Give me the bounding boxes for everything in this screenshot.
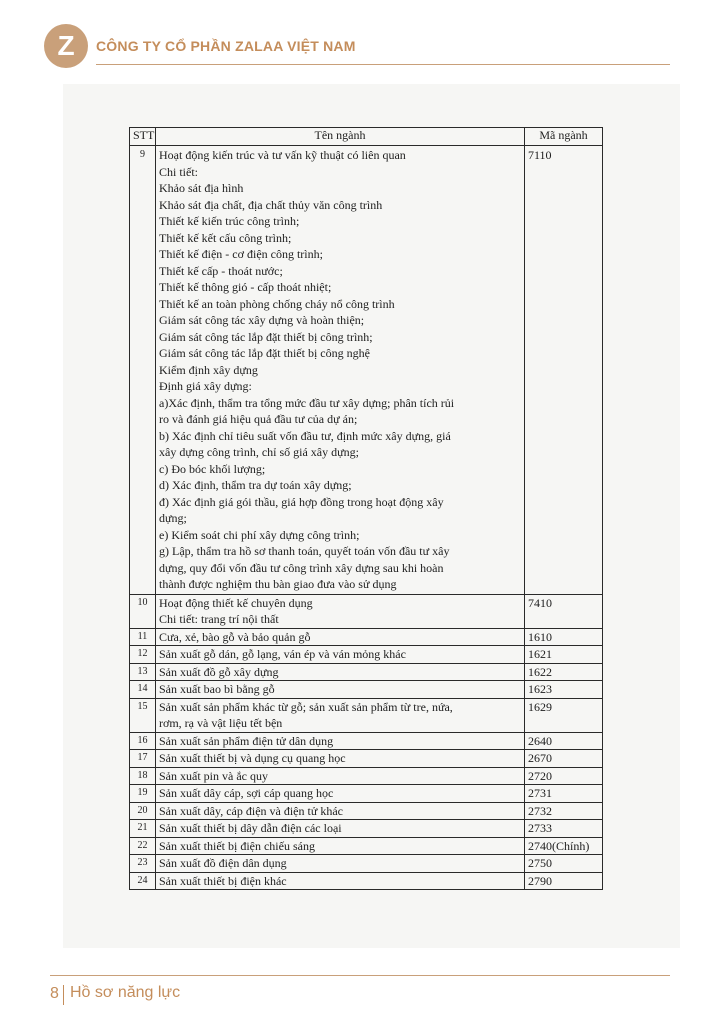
row-name-line: rơm, rạ và vật liệu tết bện [159, 716, 283, 730]
row-stt: 23 [130, 855, 156, 873]
row-name-line: Chi tiết: [159, 164, 198, 179]
row-name-line: Sản xuất sản phẩm khác từ gỗ; sản xuất sản phẩm từ tre, nứa, [159, 699, 453, 714]
row-name [156, 146, 525, 595]
row-stt: 13 [130, 663, 156, 681]
row-code: 2740(Chính) [525, 837, 603, 855]
row-name-line: Hoạt động kiến trúc và tư vấn kỹ thuật có liên quan [159, 148, 406, 162]
row-name-line: c) Đo bóc khối lượng; [159, 461, 266, 476]
row-code: 1622 [525, 663, 603, 681]
page-header [44, 24, 670, 70]
row-name-line: b) Xác định chỉ tiêu suất vốn đầu tư, định mức xây dựng, giá [159, 428, 451, 443]
row-name-line: Giám sát công tác xây dựng và hoàn thiện; [159, 313, 365, 327]
row-code: 2640 [525, 732, 603, 750]
row-name-line: Sản xuất thiết bị điện chiếu sáng [159, 838, 315, 853]
row-name [156, 750, 525, 768]
row-name-line: Chi tiết: trang trí nội thất [159, 612, 279, 626]
row-name [156, 628, 525, 646]
table-body [130, 146, 603, 890]
row-name-line: Cưa, xẻ, bào gỗ và bảo quản gỗ [159, 629, 311, 644]
scanned-document [63, 84, 680, 948]
row-name-line: Sản xuất thiết bị điện khác [159, 873, 287, 888]
row-name-line: Khảo sát địa hình [159, 181, 244, 195]
row-stt: 14 [130, 681, 156, 699]
row-name-line: Sản xuất bao bì bằng gỗ [159, 682, 275, 696]
company-name: CÔNG TY CỔ PHẦN ZALAA VIỆT NAM [96, 38, 356, 54]
row-name [156, 698, 525, 732]
row-name-line: Sản xuất đồ điện dân dụng [159, 856, 287, 870]
row-stt: 17 [130, 750, 156, 768]
row-name-line: Thiết kế kết cấu công trình; [159, 230, 292, 245]
row-name-line: Sản xuất pin và ắc quy [159, 768, 268, 783]
row-name-line: dựng; [159, 511, 187, 525]
row-name [156, 767, 525, 785]
row-name-line: Hoạt động thiết kế chuyên dụng [159, 595, 313, 610]
page-number: 8 [50, 985, 59, 1002]
row-stt: 9 [130, 146, 156, 595]
header-code: Mã ngành [525, 128, 603, 146]
table-header-row [130, 128, 603, 146]
row-name [156, 594, 525, 628]
row-stt: 22 [130, 837, 156, 855]
row-name-line: Định giá xây dựng: [159, 379, 252, 393]
row-code: 2732 [525, 802, 603, 820]
row-name-line: Sản xuất sản phẩm điện tử dân dụng [159, 733, 334, 748]
table-row [130, 663, 603, 681]
row-stt: 10 [130, 594, 156, 628]
row-stt: 15 [130, 698, 156, 732]
table-row [130, 767, 603, 785]
company-logo [44, 24, 88, 68]
table-row [130, 837, 603, 855]
row-name-line: a)Xác định, thẩm tra tổng mức đầu tư xây dựng; phân tích rủi [159, 395, 455, 410]
row-name-line: Sản xuất thiết bị dây dẫn điện các loại [159, 821, 342, 835]
row-name [156, 820, 525, 838]
row-stt: 24 [130, 872, 156, 890]
business-lines-table [129, 127, 603, 890]
footer-separator [63, 985, 64, 1005]
row-name-line: thành được nghiệm thu bàn giao đưa vào sử dụng [159, 577, 397, 591]
row-name-line: Giám sát công tác lắp đặt thiết bị công nghệ [159, 346, 370, 360]
row-name-line: Kiểm định xây dựng [159, 362, 258, 377]
row-code: 2670 [525, 750, 603, 768]
table-row [130, 146, 603, 595]
row-code: 2731 [525, 785, 603, 803]
row-code: 2790 [525, 872, 603, 890]
row-name [156, 663, 525, 681]
row-name-line: Sản xuất dây, cáp điện và điện tử khác [159, 803, 343, 818]
footer-title: Hồ sơ năng lực [70, 984, 181, 1001]
row-stt: 20 [130, 802, 156, 820]
table-row [130, 681, 603, 699]
row-name-line: Thiết kế cấp - thoát nước; [159, 263, 283, 278]
row-name-line: xây dựng công trình, chỉ số giá xây dựng; [159, 445, 359, 459]
row-stt: 21 [130, 820, 156, 838]
row-name [156, 785, 525, 803]
table-row [130, 820, 603, 838]
table-row [130, 628, 603, 646]
row-code: 1621 [525, 646, 603, 664]
row-name [156, 681, 525, 699]
table-row [130, 802, 603, 820]
table-row [130, 855, 603, 873]
row-name-line: g) Lập, thẩm tra hồ sơ thanh toán, quyết toán vốn đầu tư xây [159, 544, 450, 558]
row-code: 2733 [525, 820, 603, 838]
row-stt: 12 [130, 646, 156, 664]
row-name-line: Sản xuất dây cáp, sợi cáp quang học [159, 786, 334, 800]
row-name-line: Thiết kế điện - cơ điện công trình; [159, 247, 323, 261]
row-name [156, 646, 525, 664]
row-name [156, 802, 525, 820]
row-name-line: e) Kiểm soát chi phí xây dựng công trình; [159, 527, 360, 542]
table-row [130, 732, 603, 750]
row-name-line: Khảo sát địa chất, địa chất thủy văn công trình [159, 197, 383, 212]
row-code: 2750 [525, 855, 603, 873]
row-name-line: Thiết kế thông gió - cấp thoát nhiệt; [159, 280, 332, 294]
row-code: 7110 [525, 146, 603, 595]
page-footer [50, 975, 670, 1015]
table-row [130, 594, 603, 628]
row-name [156, 855, 525, 873]
footer-divider [50, 975, 670, 976]
row-code: 2720 [525, 767, 603, 785]
row-stt: 19 [130, 785, 156, 803]
table-row [130, 872, 603, 890]
table-row [130, 750, 603, 768]
header-name: Tên ngành [156, 128, 525, 146]
row-name-line: Giám sát công tác lắp đặt thiết bị công trình; [159, 329, 373, 344]
row-code: 1629 [525, 698, 603, 732]
table-row [130, 646, 603, 664]
row-stt: 16 [130, 732, 156, 750]
row-name-line: Thiết kế an toàn phòng chống cháy nổ công trình [159, 296, 395, 311]
row-name-line: Sản xuất thiết bị và dụng cụ quang học [159, 751, 346, 765]
row-code: 1623 [525, 681, 603, 699]
table-row [130, 698, 603, 732]
row-code: 1610 [525, 628, 603, 646]
row-name-line: Sản xuất đồ gỗ xây dựng [159, 664, 279, 679]
row-stt: 18 [130, 767, 156, 785]
row-name-line: Sản xuất gỗ dán, gỗ lạng, ván ép và ván mỏng khác [159, 647, 406, 661]
row-code: 7410 [525, 594, 603, 628]
table-row [130, 785, 603, 803]
row-name-line: dựng, quy đổi vốn đầu tư công trình xây dựng sau khi hoàn [159, 560, 444, 575]
logo-letter: Z [57, 30, 75, 61]
row-name [156, 732, 525, 750]
row-name-line: Thiết kế kiến trúc công trình; [159, 214, 300, 228]
row-name-line: đ) Xác định giá gói thầu, giá hợp đồng trong hoạt động xây [159, 494, 444, 509]
header-stt: STT [130, 128, 156, 146]
row-stt: 11 [130, 628, 156, 646]
row-name [156, 872, 525, 890]
header-divider [96, 64, 670, 65]
row-name-line: ro và đánh giá hiệu quả đầu tư của dự án; [159, 412, 358, 426]
row-name [156, 837, 525, 855]
row-name-line: d) Xác định, thẩm tra dự toán xây dựng; [159, 478, 352, 492]
